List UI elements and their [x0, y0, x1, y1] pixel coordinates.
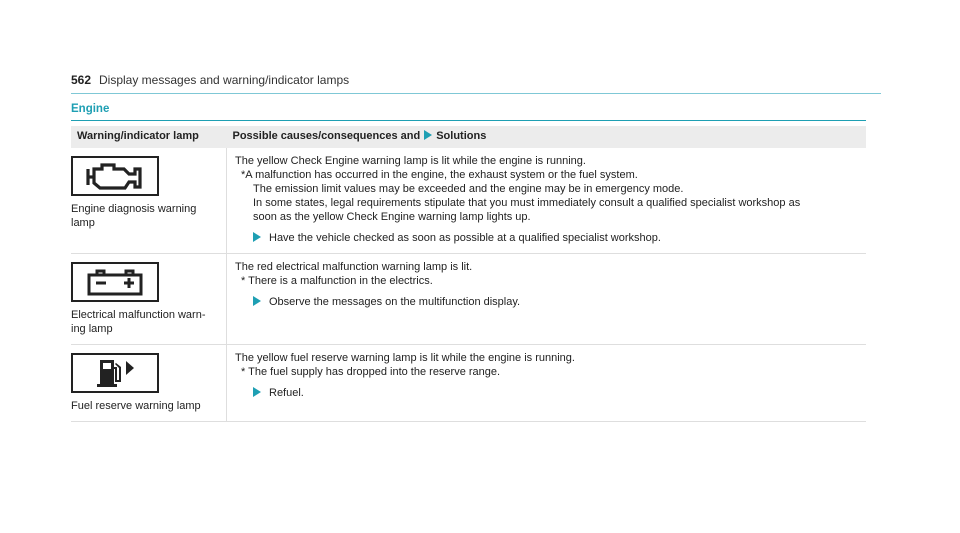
cause-text: * There is a malfunction in the electrics.: [241, 275, 433, 287]
cause-text: The yellow Check Engine warning lamp is lit while the engine is running.: [235, 155, 586, 167]
arrow-icon: [253, 387, 261, 397]
table-header-row: [71, 126, 866, 148]
solution-text: Observe the messages on the multifunction display.: [269, 296, 521, 308]
lamp-label: Electrical malfunction warn- ing lamp: [71, 309, 206, 335]
cause-text: *A malfunction has occurred in the engine, the exhaust system or the fuel system.: [241, 169, 638, 181]
column-header-causes: [227, 126, 867, 148]
cause-text: The red electrical malfunction warning lamp is lit.: [235, 261, 473, 273]
column-header-solutions-label: Solutions: [436, 130, 487, 142]
lamp-cell: [71, 148, 227, 254]
section-divider: [71, 120, 866, 121]
fuel-pump-icon: [71, 353, 159, 393]
solution-text: Refuel.: [269, 387, 304, 399]
causes-cell: [227, 148, 867, 254]
arrow-icon: [253, 296, 261, 306]
lamp-cell: [71, 345, 227, 422]
page-header-title: Display messages and warning/indicator lamps: [99, 73, 350, 87]
column-header-causes-label: Possible causes/consequences and: [232, 130, 421, 142]
table-row: [71, 148, 866, 254]
solution-step: [235, 386, 858, 400]
table-row: [71, 254, 866, 345]
warning-lamp-table: [71, 126, 866, 422]
solution-text: Have the vehicle checked as soon as possible at a qualified specialist workshop.: [269, 232, 661, 244]
lamp-cell: [71, 254, 227, 345]
battery-icon: [71, 262, 159, 302]
solution-step: [235, 295, 858, 309]
engine-check-icon: [71, 156, 159, 196]
causes-cell: [227, 254, 867, 345]
causes-cell: [227, 345, 867, 422]
solution-step: [235, 231, 858, 245]
page-header: [71, 71, 881, 94]
cause-text: In some states, legal requirements stipulate that you must immediately consult a qualified specialist workshop as: [253, 197, 801, 209]
page-number: 562: [71, 73, 92, 87]
cause-text: soon as the yellow Check Engine warning lamp lights up.: [253, 211, 531, 223]
arrow-icon: [253, 232, 261, 242]
arrow-icon: [424, 130, 432, 140]
section-title: Engine: [71, 103, 110, 115]
cause-text: The emission limit values may be exceeded and the engine may be in emergency mode.: [253, 183, 684, 195]
column-header-lamp: Warning/indicator lamp: [71, 126, 227, 148]
cause-text: * The fuel supply has dropped into the reserve range.: [241, 366, 501, 378]
cause-text: The yellow fuel reserve warning lamp is lit while the engine is running.: [235, 352, 575, 364]
table-row: [71, 345, 866, 422]
lamp-label: Fuel reserve warning lamp: [71, 400, 201, 412]
lamp-label: Engine diagnosis warning lamp: [71, 203, 197, 229]
